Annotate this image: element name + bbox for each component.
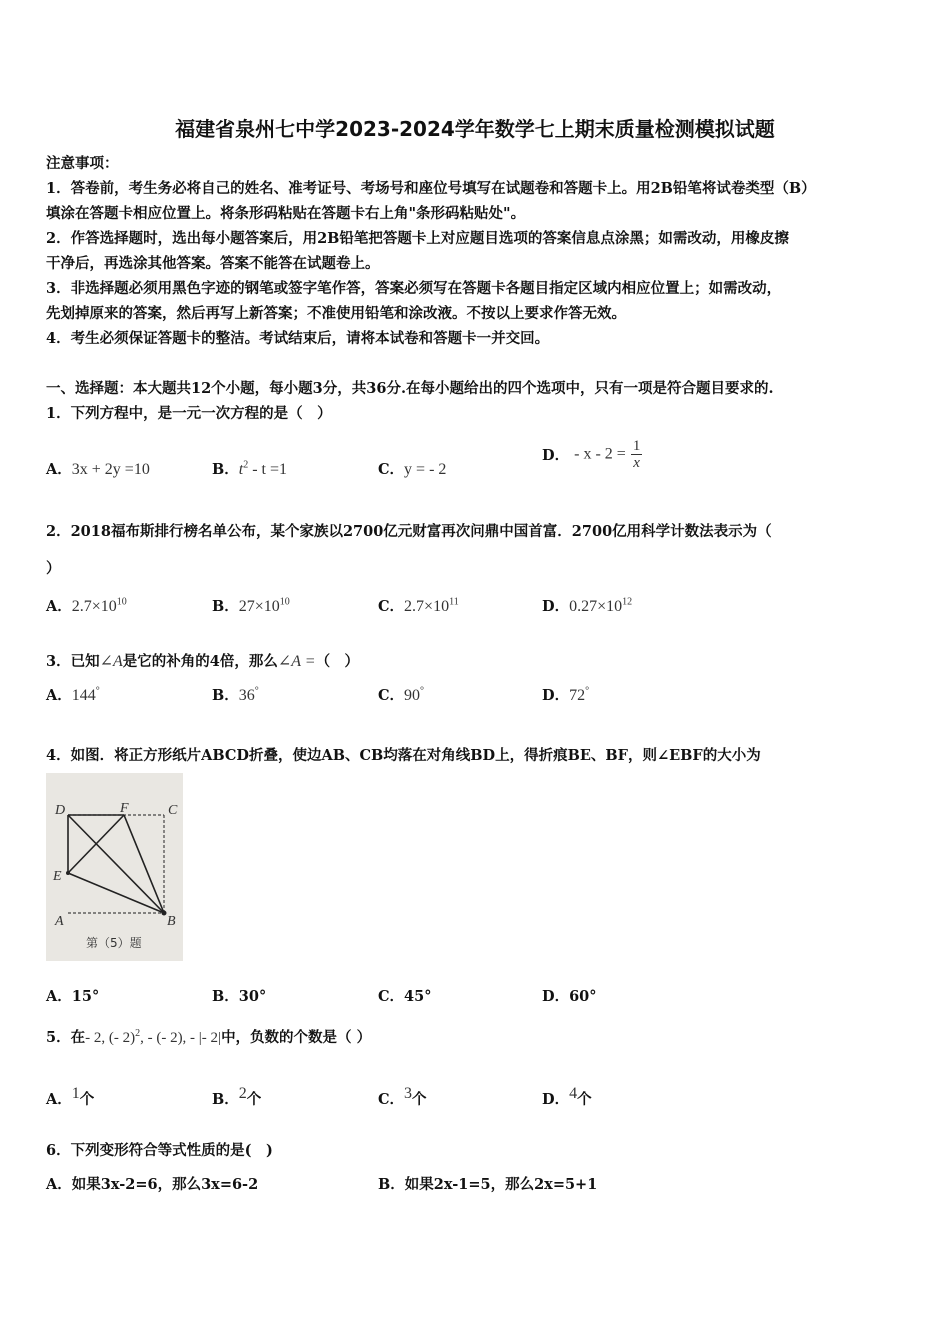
q6-stem: 6．下列变形符合等式性质的是( ) (46, 1142, 273, 1159)
notice-line-7: 4．考生必须保证答题卡的整洁。考试结束后，请将本试卷和答题卡一并交回。 (46, 330, 550, 347)
q1-option-b: B．$t^2 - t =1$ (212, 459, 288, 478)
q5-option-d: D．4个 (542, 1085, 592, 1108)
q6-option-b: B．如果2x-1=5，那么2x=5+1 (378, 1176, 598, 1193)
fig-label-a: A (55, 914, 64, 929)
notice-line-6: 先划掉原来的答案，然后再写上新答案；不准使用铅笔和涂改液。不按以上要求作答无效。 (46, 305, 626, 322)
q5-option-b: B．2个 (212, 1085, 262, 1108)
q2-option-b: B．$27\times 10^{10}$ (212, 596, 290, 615)
q1-option-c: C．y = - 2 (378, 461, 447, 478)
notice-line-1: 1．答卷前，考生务必将自己的姓名、准考证号、考场号和座位号填写在试题卷和答题卡上。用2B铅笔将试卷类型（B） (46, 180, 816, 197)
q4-stem: 4．如图．将正方形纸片ABCD折叠，使边AB、CB均落在对角线BD上，得折痕BE、BF，则∠EBF的大小为 (46, 747, 761, 764)
q1-stem: 1．下列方程中，是一元一次方程的是（ ） (46, 405, 332, 422)
q4-option-c: C．45° (378, 988, 432, 1005)
q5-option-c: C．3个 (378, 1085, 427, 1108)
q4-square-figure (46, 773, 183, 961)
q4-option-d: D．60° (542, 988, 597, 1005)
q5-stem: 5．在- 2, (- 2)$^2$, - (- 2), - |- 2|中，负数的个数是（ ） (46, 1028, 372, 1046)
q1-option-a: A．3x + 2y =10 (46, 461, 150, 478)
fig-label-c: C (168, 803, 178, 818)
notice-line-5: 3．非选择题必须用黑色字迹的钢笔或签字笔作答，答案必须写在答题卡各题目指定区域内相应位置上；如需改动， (46, 280, 782, 297)
q2-stem-line-1: 2．2018福布斯排行榜名单公布，某个家族以2700亿元财富再次问鼎中国首富．2700亿用科学计数法表示为（ (46, 523, 772, 540)
fig-label-f: F (120, 801, 129, 816)
q6-option-a: A．如果3x-2=6，那么3x=6-2 (46, 1176, 259, 1193)
q5-option-a: A．1个 (46, 1085, 95, 1108)
notice-line-2: 填涂在答题卡相应位置上。将条形码粘贴在答题卡右上角"条形码粘贴处"。 (46, 205, 526, 222)
fig-label-b: B (167, 914, 176, 929)
fig-caption: 第（5）题 (86, 936, 142, 950)
q2-option-c: C．$2.7\times 10^{11}$ (378, 596, 459, 615)
q3-option-b: B．36° (212, 685, 259, 704)
section-heading: 一、选择题：本大题共12个小题，每小题3分，共36分.在每小题给出的四个选项中，只有一项是符合题目要求的. (46, 380, 774, 397)
notice-heading: 注意事项： (46, 155, 119, 172)
exam-title: 福建省泉州七中学2023-2024学年数学七上期末质量检测模拟试题 (175, 117, 775, 141)
q4-option-b: B．30° (212, 988, 267, 1005)
notice-line-4: 干净后，再选涂其他答案。答案不能答在试题卷上。 (46, 255, 380, 272)
q2-stem-line-2: ） (46, 560, 61, 577)
q2-option-a: A．$2.7\times 10^{10}$ (46, 596, 127, 615)
q3-stem: 3．已知∠A是它的补角的4倍，那么∠A =（ ） (46, 653, 360, 670)
q3-option-d: D．72° (542, 685, 590, 704)
q3-option-a: A．144° (46, 685, 100, 704)
q2-option-d: D．$0.27\times 10^{12}$ (542, 596, 633, 615)
q3-option-c: C．90° (378, 685, 425, 704)
q4-option-a: A．15° (46, 988, 100, 1005)
fig-label-e: E (53, 869, 62, 884)
q1-option-d: D． - x - 2 = $\frac{1}{x}$ (542, 438, 641, 471)
notice-line-3: 2．作答选择题时，选出每小题答案后，用2B铅笔把答题卡上对应题目选项的答案信息点涂黑；如需改动，用橡皮擦 (46, 230, 789, 247)
fig-label-d: D (55, 803, 66, 818)
